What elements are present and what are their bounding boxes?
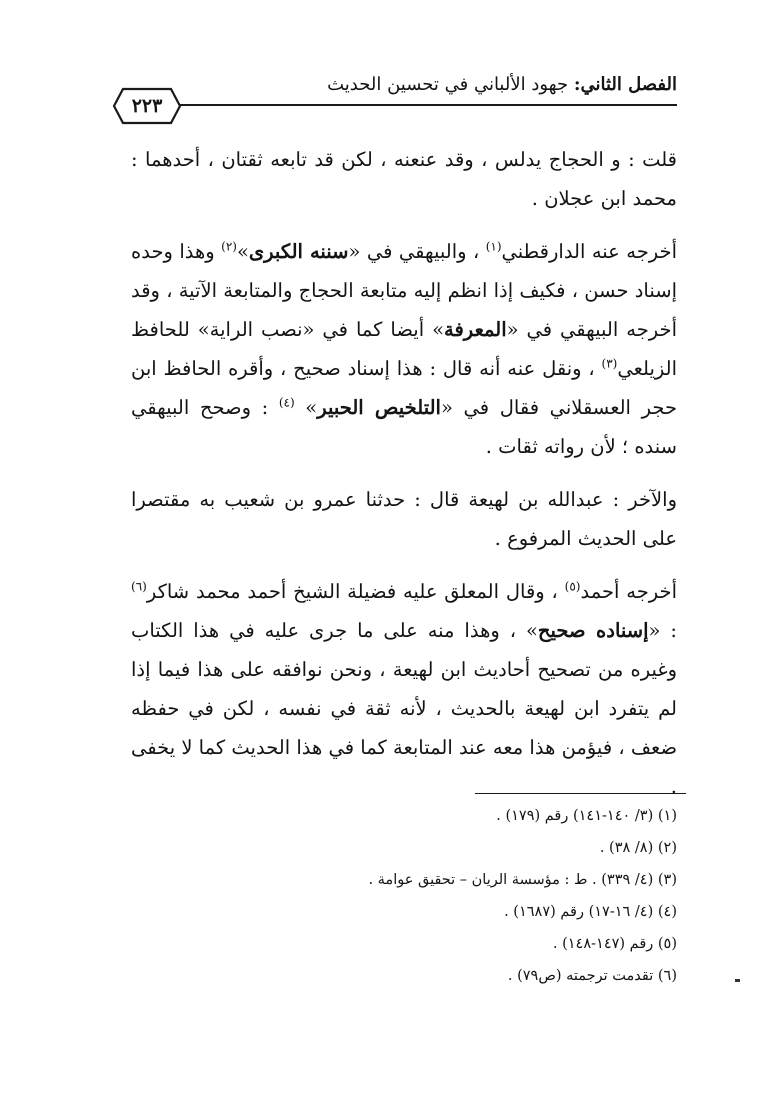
cited-title: المعرفة xyxy=(444,318,507,341)
cited-title: التلخيص الحبير xyxy=(317,396,441,419)
footnote-ref: (٢) xyxy=(221,239,237,254)
text-run: : « xyxy=(648,619,677,642)
text-run: ، ونقل عنه أنه قال : هذا إسناد صحيح ، وأقره الحافظ ابن حجر العسقلاني فقال في « xyxy=(131,357,677,419)
text-run: أخرجه عنه الدارقطني xyxy=(501,240,677,263)
text-run: » xyxy=(294,396,318,419)
footnotes xyxy=(131,800,677,992)
text-run: » أيضا كما في «نصب الراية» للحافظ الزيلعي xyxy=(131,318,677,380)
text-run: وهذا وحده إسناد حسن ، فكيف إذا انظم إليه متابعة الحجاج والمتابعة الآتية ، وقد أخرجه البيهقي في « xyxy=(131,240,677,341)
footnote-ref: (٣) xyxy=(601,356,618,371)
text-run: ، والبيهقي في « xyxy=(348,240,486,263)
footnote: (٢) (٨/ ٣٨) . xyxy=(599,840,677,856)
header-rule xyxy=(167,104,677,106)
paragraph xyxy=(131,480,677,558)
text-run: قلت : و الحجاج يدلس ، وقد عنعنه ، لكن قد تابعه ثقتان ، أحدهما : محمد ابن عجلان . xyxy=(131,148,677,210)
footnote: (٥) رقم (١٤٧-١٤٨) . xyxy=(552,936,677,952)
cited-title: إسناده صحيح xyxy=(537,619,649,642)
running-head xyxy=(157,68,677,102)
footnote-separator xyxy=(475,793,686,794)
footnote: (٤) (٤/ ١٦-١٧) رقم (١٦٨٧) . xyxy=(504,904,677,920)
footnote-ref: (٥) xyxy=(564,579,581,594)
print-speck xyxy=(735,979,740,982)
paragraph xyxy=(131,232,677,466)
text-run: : وصحح البيهقي سنده ؛ لأن رواته ثقات . xyxy=(131,396,677,458)
footnote: (١) (٣/ ١٤٠-١٤١) رقم (١٧٩) . xyxy=(496,808,677,824)
footnote-ref: (٤) xyxy=(278,395,295,410)
page-number-badge xyxy=(112,87,182,125)
paragraph xyxy=(131,140,677,218)
paragraph xyxy=(131,572,677,806)
footnote: (٣) (٤/ ٣٣٩) . ط : مؤسسة الريان – تحقيق عوامة . xyxy=(368,872,677,888)
footnote-ref: (٦) xyxy=(131,579,147,594)
cited-title: سننه الكبرى xyxy=(248,240,349,263)
text-run: ، وقال المعلق عليه فضيلة الشيخ أحمد محمد شاكر xyxy=(146,580,565,603)
main-text xyxy=(131,140,677,820)
chapter-title: جهود الألباني في تحسين الحديث xyxy=(327,74,569,95)
page-number: ٢٢٣ xyxy=(131,95,163,117)
text-run: » ، وهذا منه على ما جرى عليه في هذا الكتاب وغيره من تصحيح أحاديث ابن لهيعة ، ونحن نوافقه على هذا فيما إذا لم يتفرد ابن لهيعة بالحديث ، لأنه ثقة في نفسه ، لكن في حفظه ضعف ، فيؤمن هذا معه عند المتابعة كما في هذا الحديث كما لا يخفى . xyxy=(131,619,677,798)
chapter-label: الفصل الثاني: xyxy=(573,74,677,95)
text-run: أخرجه أحمد xyxy=(580,580,677,603)
text-run: » xyxy=(236,240,249,263)
footnote: (٦) تقدمت ترجمته (ص٧٩) . xyxy=(507,968,677,984)
text-run: والآخر : عبدالله بن لهيعة قال : حدثنا عمرو بن شعيب به مقتصرا على الحديث المرفوع . xyxy=(131,488,677,550)
footnote-ref: (١) xyxy=(485,239,502,254)
